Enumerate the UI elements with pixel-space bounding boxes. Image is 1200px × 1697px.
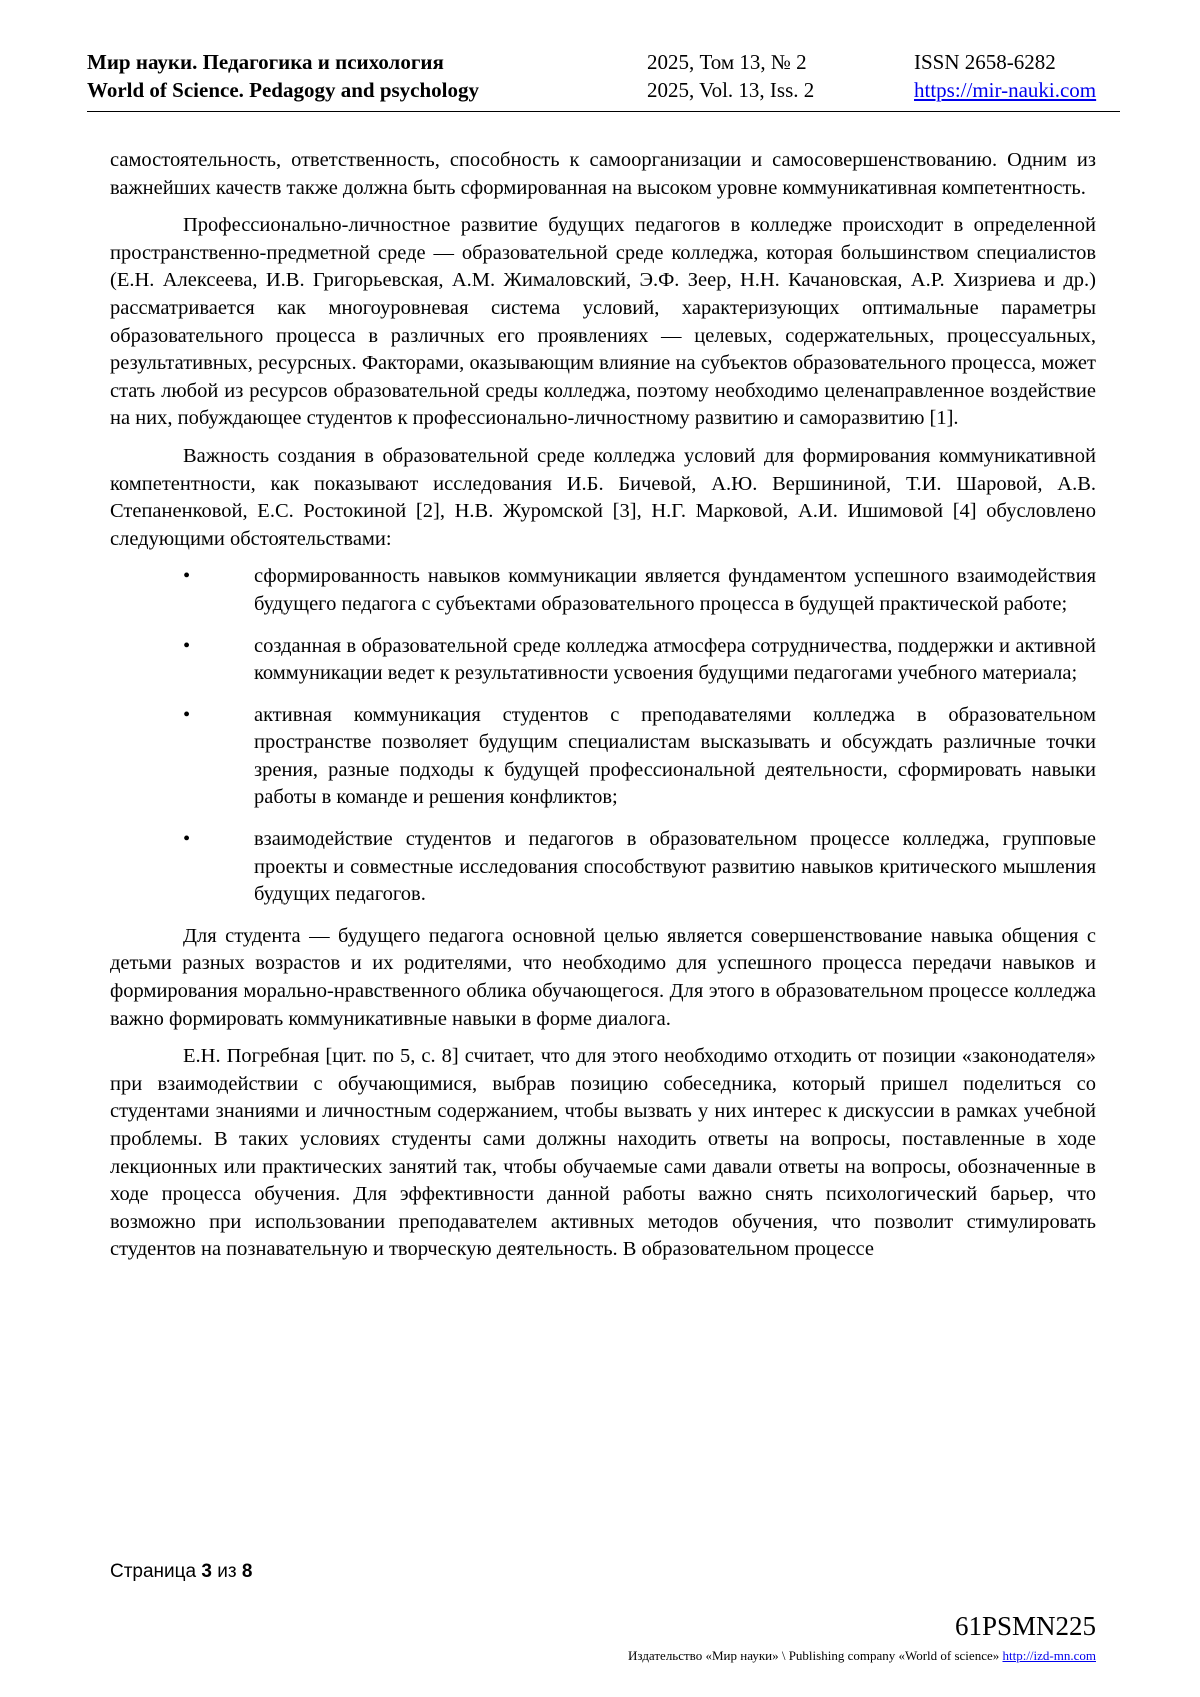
list-item [110, 826, 1096, 909]
publisher-name: Издательство «Мир науки» \ Publishing company «World of science» [628, 1648, 1000, 1663]
list-item [110, 563, 1096, 618]
paragraph-2: Профессионально-личностное развитие будущих педагогов в колледже происходит в определенной пространственно-предметной среде — образовательной среде колледжа, которая большинством специалистов (Е.Н. Алексеева, И.В. Григорьевская, А.М. Жималовский, Э.Ф. Зеер, Н.Н. Качановская, А.Р. Хизриева и др.) рассматривается как многоуровневая система условий, характеризующих оптимальные параметры образовательного процесса в различных его проявлениях — целевых, содержательных, процессуальных, результативных, ресурсных. Факторами, оказывающим влияние на субъектов образовательного процесса, может стать любой из ресурсов образовательной среды колледжа, поэтому необходимо целенаправленное воздействие на них, побуждающее студентов к профессионально-личностному развитию и саморазвитию [1]. [110, 214, 1096, 430]
bullet-list [110, 563, 1096, 909]
journal-title-en: World of Science. Pedagogy and psychology [87, 78, 480, 102]
page-of: из [217, 1561, 237, 1582]
journal-identifiers [914, 48, 1096, 104]
bullet-icon: • [183, 828, 191, 851]
article-code: 61PSMN225 [954, 1611, 1096, 1641]
bullet-icon: • [183, 634, 191, 657]
issue-ru: 2025, Том 13, № 2 [647, 50, 807, 74]
bullet-icon: • [183, 703, 191, 726]
journal-title-ru: Мир науки. Педагогика и психология [87, 50, 444, 74]
list-item-text: созданная в образовательной среде колледжа атмосфера сотрудничества, поддержки и активной коммуникации ведет к результативности усвоения будущими педагогами учебного материала; [254, 634, 1096, 685]
page-total: 8 [241, 1561, 253, 1582]
paragraph-3: Важность создания в образовательной среде колледжа условий для формирования коммуникативной компетентности, как показывают исследования И.Б. Бичевой, А.Ю. Вершининой, Т.И. Шаровой, А.В. Степаненковой, Е.С. Ростокиной [2], Н.В. Журомской [3], Н.Г. Марковой, А.И. Ишимовой [4] обусловлено следующими обстоятельствами: [110, 444, 1096, 550]
list-item-text: сформированность навыков коммуникации является фундаментом успешного взаимодействия будущего педагога с субъектами образовательного процесса в будущей практической работе; [254, 565, 1096, 615]
header-divider [87, 111, 1120, 112]
page-header [87, 48, 1120, 112]
journal-title [87, 48, 479, 104]
publisher-url-link[interactable]: http://izd-mn.com [1002, 1648, 1096, 1663]
bullet-icon: • [183, 565, 191, 588]
issn: ISSN 2658-6282 [914, 50, 1056, 74]
issue-en: 2025, Vol. 13, Iss. 2 [647, 78, 815, 102]
journal-url-link[interactable]: https://mir-nauki.com [914, 78, 1097, 102]
list-item-text: активная коммуникация студентов с преподавателями колледжа в образовательном пространстве позволяет будущим специалистам высказывать и обсуждать различные точки зрения, разные подходы к будущей профессиональной деятельности, сформировать навыки работы в команде и решения конфликтов; [254, 703, 1096, 809]
paragraph-1: самостоятельность, ответственность, способность к самоорганизации и самосовершенствованию. Одним из важнейших качеств также должна быть сформированная на высоком уровне коммуникативная компетентность. [110, 149, 1096, 199]
list-item [110, 702, 1096, 812]
paragraph-5: Е.Н. Погребная [цит. по 5, с. 8] считает, что для этого необходимо отходить от позиции «законодателя» при взаимодействии с обучающимися, выбрав позицию собеседника, который пришел поделиться со студентами знаниями и личностным содержанием, чтобы вызвать у них интерес к дискуссии в рамках учебной проблемы. В таких условиях студенты сами должны находить ответы на вопросы, поставленные в ходе лекционных или практических занятий так, чтобы обучаемые сами давали ответы на вопросы, обозначенные в ходе процесса обучения. Для эффективности данной работы важно снять психологический барьер, что возможно при использовании преподавателем активных методов обучения, что позволит стимулировать студентов на познавательную и творческую деятельность. В образовательном процессе [110, 1045, 1096, 1261]
page-current: 3 [201, 1561, 212, 1582]
page-label: Страница [110, 1561, 197, 1582]
publisher-line [628, 1648, 1096, 1664]
list-item-text: взаимодействие студентов и педагогов в образовательном процессе колледжа, групповые проекты и совместные исследования способствуют развитию навыков критического мышления будущих педагогов. [254, 828, 1096, 906]
paragraph-4: Для студента — будущего педагога основной целью является совершенствование навыка общения с детьми разных возрастов и их родителями, что необходимо для успешного процесса передачи навыков и формирования морально-нравственного облика обучающегося. Для этого в образовательном процессе колледжа важно формировать коммуникативные навыки в форме диалога. [110, 924, 1096, 1030]
article-body [110, 147, 1096, 1274]
list-item [110, 633, 1096, 688]
issue-info [647, 48, 814, 104]
page-number [110, 1561, 252, 1583]
